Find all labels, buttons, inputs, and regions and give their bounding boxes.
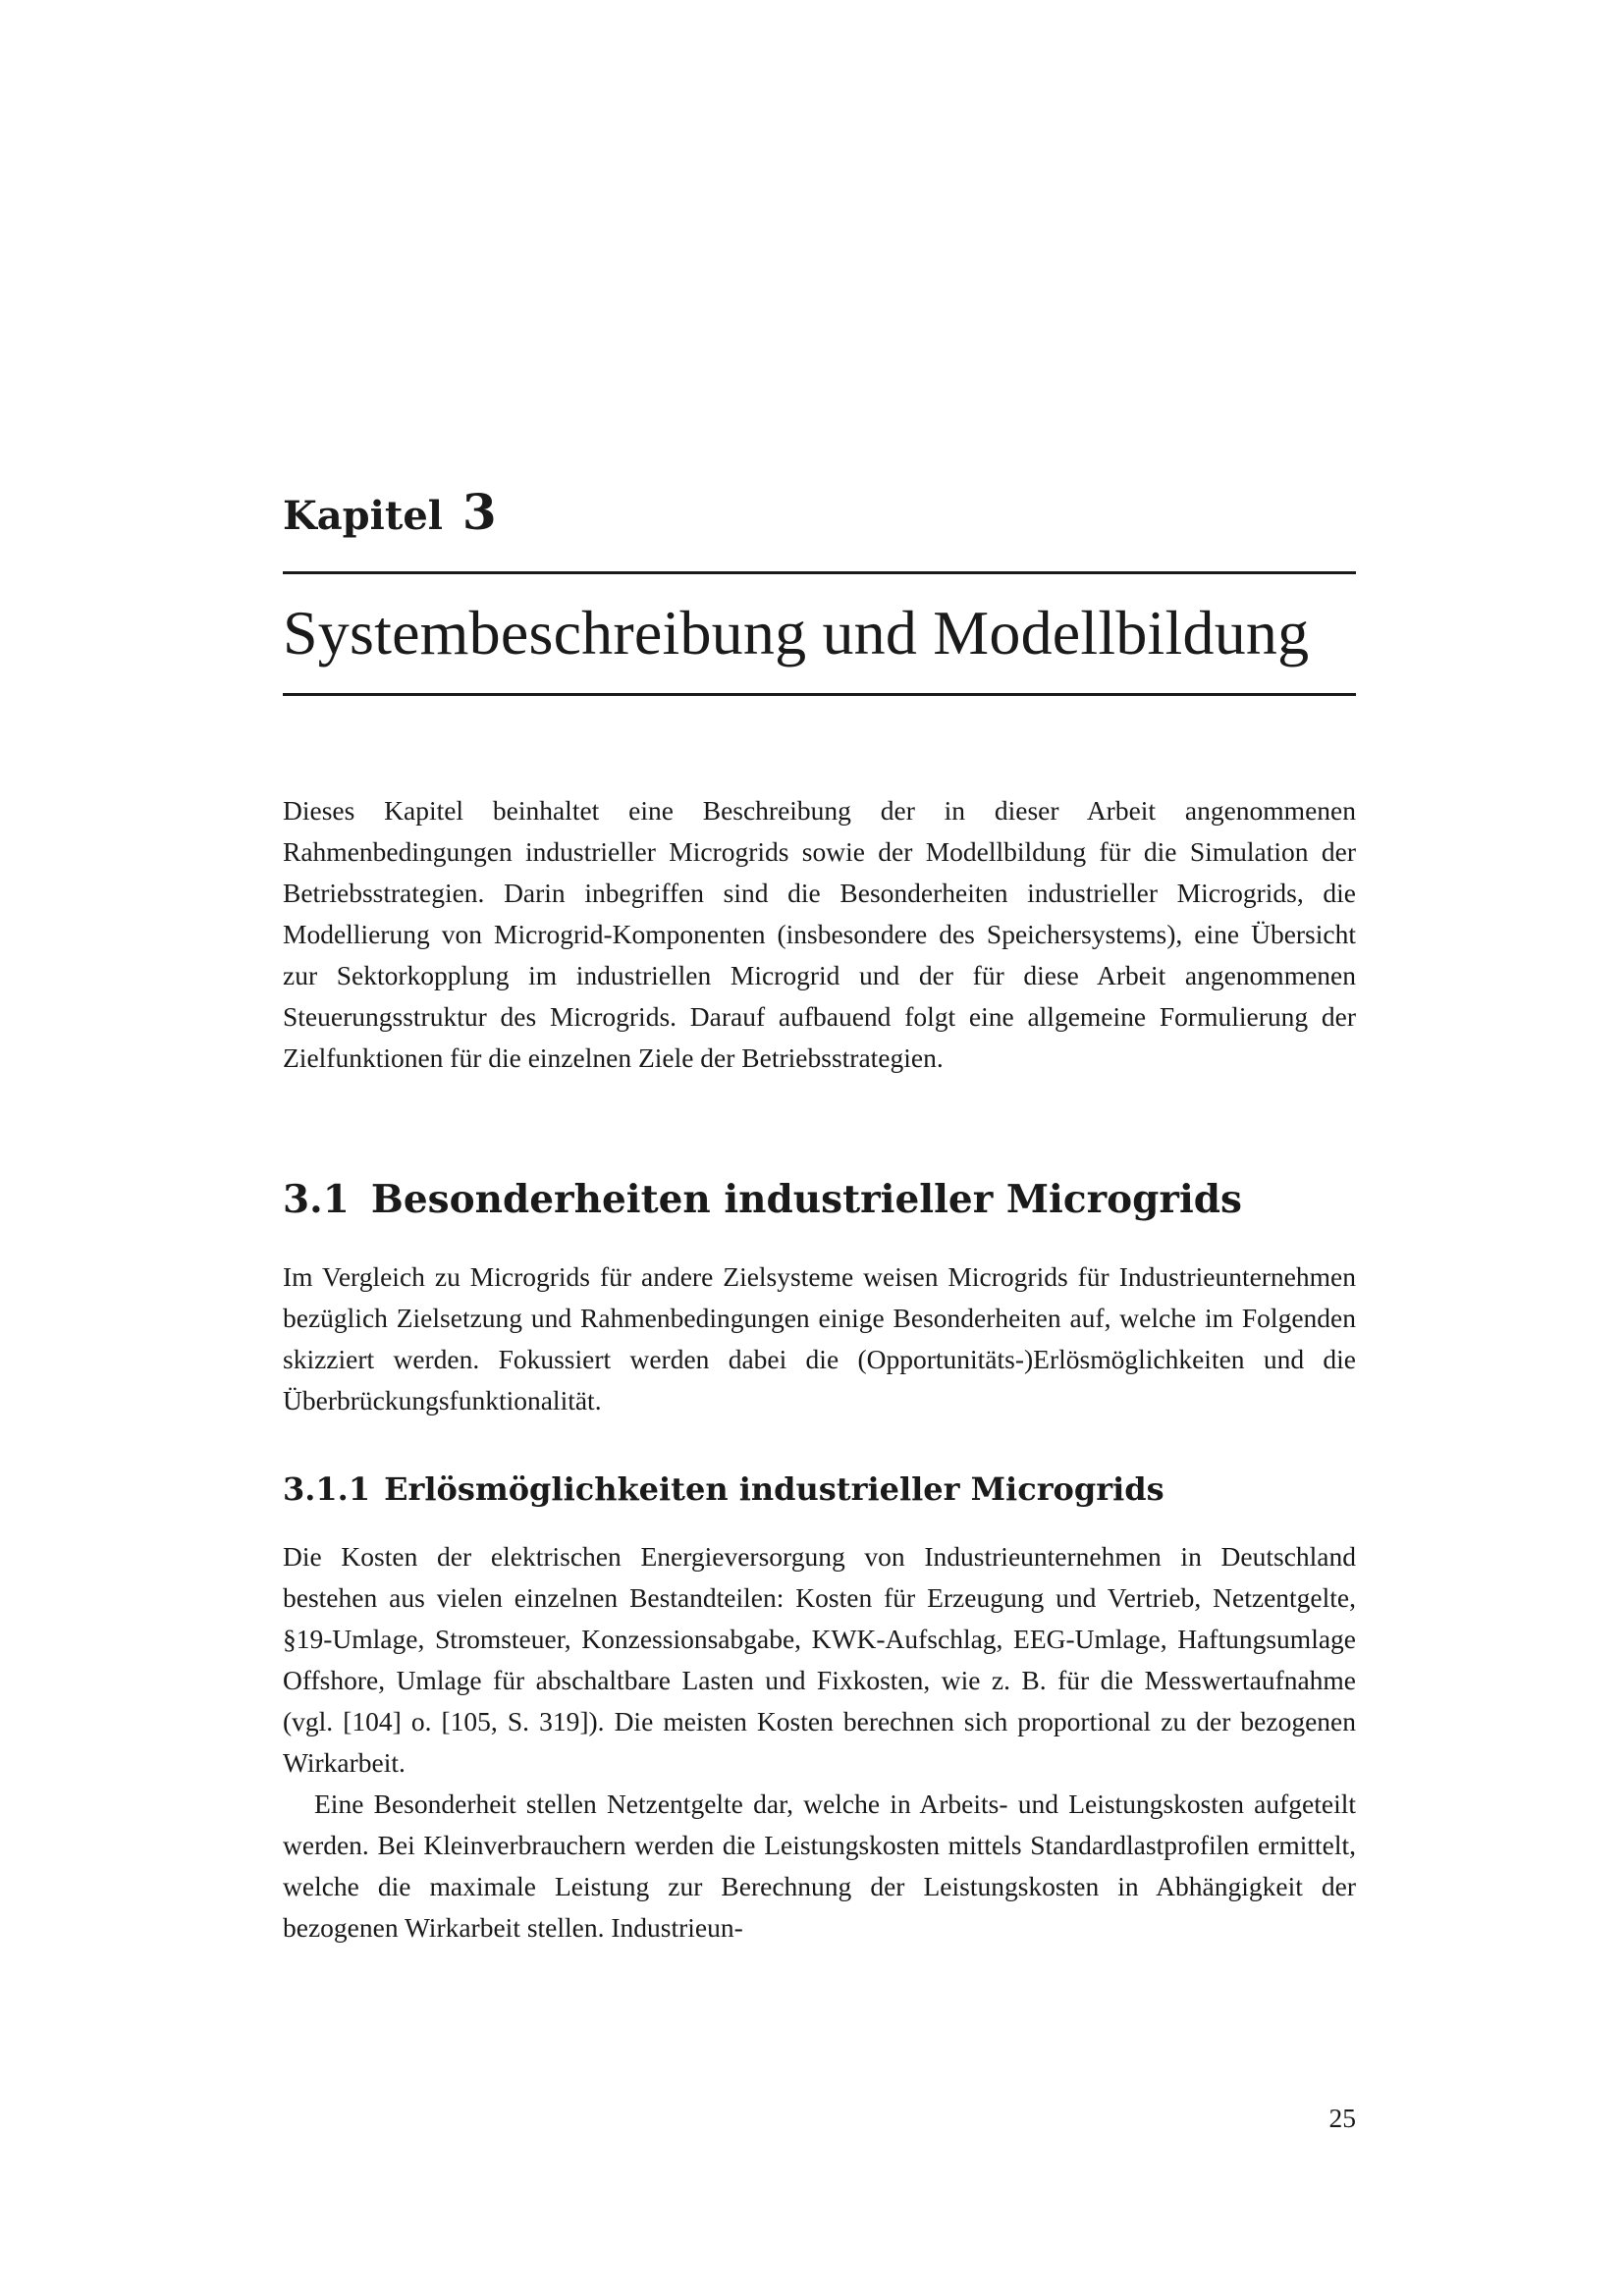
subsection-number: 3.1.1 [283, 1470, 371, 1508]
subsection-title: Erlösmöglichkeiten industrieller Microgrids [384, 1470, 1164, 1508]
chapter-title-top-rule [283, 571, 1356, 574]
section-title: Besonderheiten industrieller Microgrids [370, 1177, 1242, 1222]
section-3-1-paragraph: Im Vergleich zu Microgrids für andere Zielsysteme weisen Microgrids für Industrieunternehmen bezüglich Zielsetzung und Rahmenbedingungen einige Besonderheiten auf, welche im Folgenden skizziert werden. Fokussiert werden dabei die (Opportunitäts-)Erlösmöglichkeiten und die Überbrückungsfunktionalität. [283, 1261, 1356, 1415]
section-heading-3-1 [283, 1170, 1242, 1229]
chapter-title: Systembeschreibung und Modellbildung [283, 598, 1310, 667]
chapter-number: 3 [461, 483, 497, 541]
chapter-label [283, 483, 497, 546]
subsection-heading-3-1-1 [283, 1465, 1164, 1514]
subsection-3-1-1-paragraph-2: Eine Besonderheit stellen Netzentgelte dar, welche in Arbeits- und Leistungskosten aufgeteilt werden. Bei Kleinverbrauchern werden die Leistungskosten mittels Standardlastprofilen ermittelt, welche die maximale Leistung zur Berechnung der Leistungskosten in Abhängigkeit der bezogenen Wirkarbeit stellen. Industrieun- [283, 1789, 1356, 1943]
chapter-intro-paragraph: Dieses Kapitel beinhaltet eine Beschreibung der in dieser Arbeit angenommenen Rahmenbedingungen industrieller Microgrids sowie der Modellbildung für die Simulation der Betriebsstrategien. Darin inbegriffen sind die Besonderheiten industrieller Microgrids, die Modellierung von Microgrid-Komponenten (insbesondere des Speichersystems), eine Übersicht zur Sektorkopplung im industriellen Microgrid und der für diese Arbeit angenommenen Steuerungsstruktur des Microgrids. Darauf aufbauend folgt eine allgemeine Formulierung der Zielfunktionen für die einzelnen Ziele der Betriebsstrategien. [283, 795, 1356, 1073]
page-number: 25 [1328, 2103, 1356, 2133]
chapter-title-bottom-rule [283, 693, 1356, 696]
section-number: 3.1 [283, 1177, 350, 1222]
chapter-label-text: Kapitel [283, 493, 443, 539]
subsection-3-1-1-paragraph-1: Die Kosten der elektrischen Energieversorgung von Industrieunternehmen in Deutschland bestehen aus vielen einzelnen Bestandteilen: Kosten für Erzeugung und Vertrieb, Netzentgelte, §19-Umlage, Stromsteuer, Konzessionsabgabe, KWK-Aufschlag, EEG-Umlage, Haftungsumlage Offshore, Umlage für abschaltbare Lasten und Fixkosten, wie z. B. für die Messwertaufnahme (vgl. [104] o. [105, S. 319]). Die meisten Kosten berechnen sich proportional zu der bezogenen Wirkarbeit. [283, 1541, 1356, 1778]
